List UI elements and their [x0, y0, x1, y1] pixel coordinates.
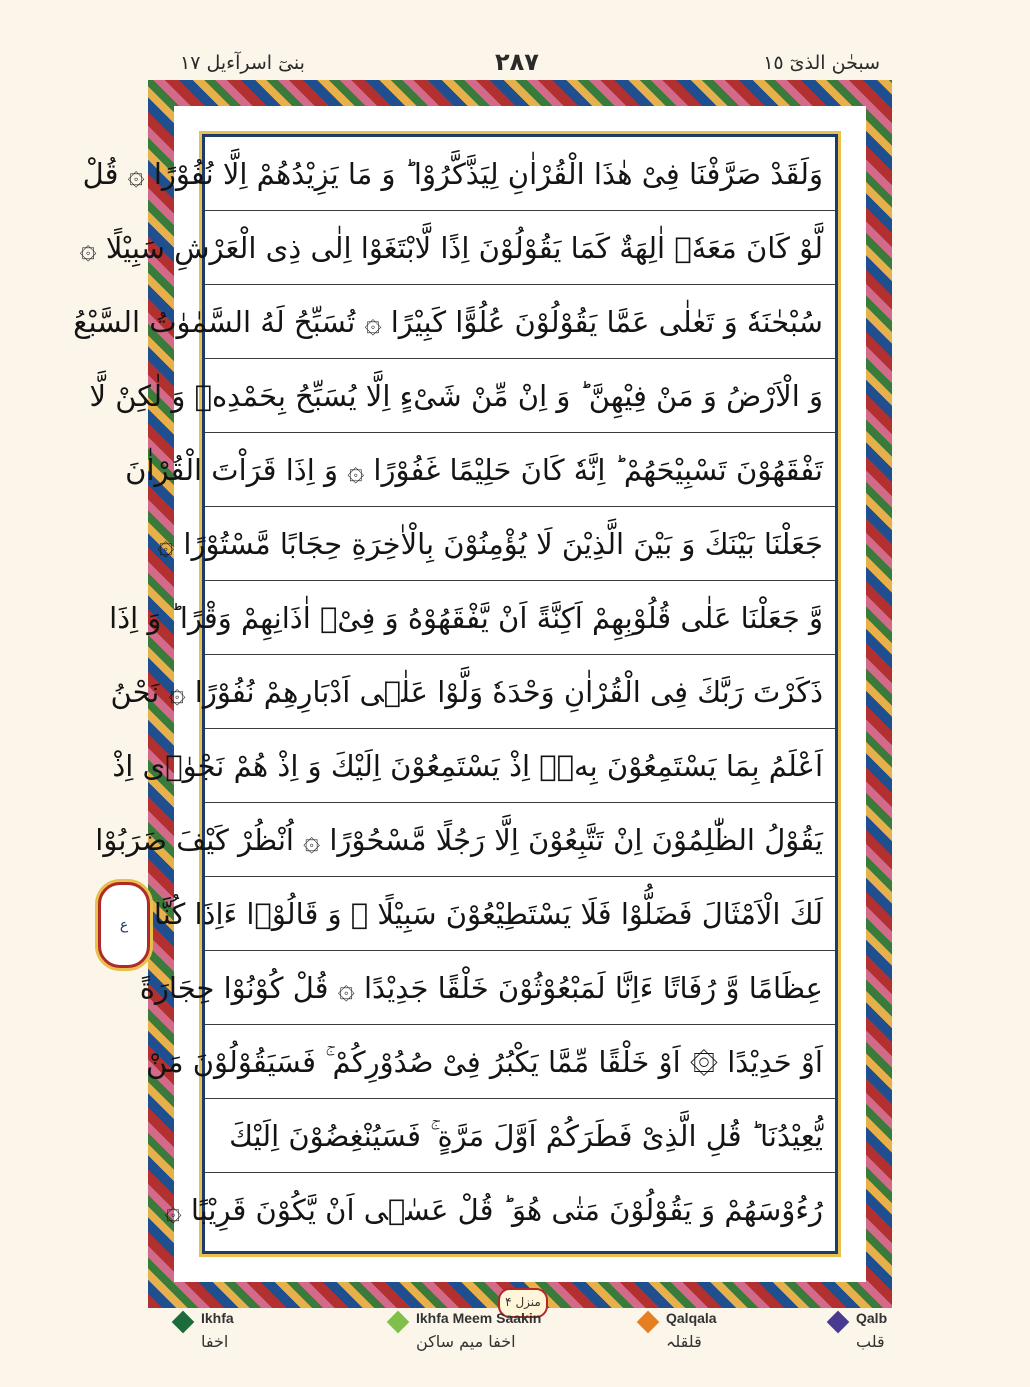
- page-number: ٢٨٧: [495, 48, 539, 76]
- verse-line: جَعَلْنَا بَیْنَكَ وَ بَیْنَ الَّذِیْنَ لَا یُؤْمِنُوْنَ بِالْاٰخِرَةِ حِجَابًا مَّسْتُوْرًا ۞: [205, 507, 835, 581]
- manzil-marker: منزل ۴: [498, 1288, 548, 1318]
- diamond-icon: [387, 1311, 410, 1334]
- legend-label-urdu: قلقلہ: [666, 1332, 702, 1351]
- diamond-icon: [172, 1311, 195, 1334]
- verse-line: اَوْ حَدِیْدًا ۞ اَوْ خَلْقًا مِّمَّا یَكْبُرُ فِیْ صُدُوْرِكُمْ ۚ فَسَیَقُوْلُوْنَ مَنْ: [205, 1025, 835, 1099]
- tajweed-legend: [0, 1310, 1030, 1380]
- verse-lines: [73, 137, 835, 1251]
- verse-line: لَكَ الْاَمْثَالَ فَضَلُّوْا فَلَا یَسْتَطِیْعُوْنَ سَبِیْلًا ۞ وَ قَالُوْۤا ءَاِذَا كُنَّا: [205, 877, 835, 951]
- legend-label-urdu: قلب: [856, 1332, 885, 1351]
- surah-name: بنیٓ اسرآءیل ١٧: [180, 52, 305, 74]
- legend-label: Qalb: [856, 1310, 888, 1326]
- juz-name: سبحٰن الذیٓ ١٥: [763, 52, 880, 74]
- legend-label: Qalqala: [666, 1310, 717, 1326]
- verse-line: عِظَامًا وَّ رُفَاتًا ءَاِنَّا لَمَبْعُوْثُوْنَ خَلْقًا جَدِیْدًا ۞ قُلْ كُوْنُوْا حِجَارَةً: [205, 951, 835, 1025]
- page-header: [150, 48, 880, 82]
- legend-label: Ikhfa: [201, 1310, 234, 1326]
- verse-line: وَ الْاَرْضُ وَ مَنْ فِیْهِنَّ ؕ وَ اِنْ مِّنْ شَیْءٍ اِلَّا یُسَبِّحُ بِحَمْدِهٖ وَ لٰكِنْ لَّا: [205, 359, 835, 433]
- verse-line: سُبْحٰنَهٗ وَ تَعٰلٰى عَمَّا یَقُوْلُوْنَ عُلُوًّا كَبِیْرًا ۞ تُسَبِّحُ لَهُ السَّمٰوٰتُ السَّبْعُ: [205, 285, 835, 359]
- verse-line: وَلَقَدْ صَرَّفْنَا فِیْ هٰذَا الْقُرْاٰنِ لِیَذَّكَّرُوْا ؕ وَ مَا یَزِیْدُهُمْ اِلَّا نُفُوْرًا ۞ قُلْ: [205, 137, 835, 211]
- ornamental-border: [73, 80, 892, 1308]
- verse-line: ذَكَرْتَ رَبَّكَ فِی الْقُرْاٰنِ وَحْدَهٗ وَلَّوْا عَلٰۤى اَدْبَارِهِمْ نُفُوْرًا ۞ نَحْنُ: [205, 655, 835, 729]
- diamond-icon: [827, 1311, 850, 1334]
- verse-line: وَّ جَعَلْنَا عَلٰى قُلُوْبِهِمْ اَكِنَّةً اَنْ یَّفْقَهُوْهُ وَ فِیْۤ اٰذَانِهِمْ وَقْرًا ؕ وَ اِذَا: [205, 581, 835, 655]
- verse-line: تَفْقَهُوْنَ تَسْبِیْحَهُمْ ؕ اِنَّهٗ كَانَ حَلِیْمًا غَفُوْرًا ۞ وَ اِذَا قَرَاْتَ الْقُرْاٰنَ: [205, 433, 835, 507]
- verse-line: لَّوْ كَانَ مَعَهٗۤ اٰلِهَةٌ كَمَا یَقُوْلُوْنَ اِذًا لَّابْتَغَوْا اِلٰى ذِی الْعَرْشِ سَبِیْلًا ۞: [205, 211, 835, 285]
- verse-line: رُءُوْسَهُمْ وَ یَقُوْلُوْنَ مَتٰى هُوَ ؕ قُلْ عَسٰۤى اَنْ یَّكُوْنَ قَرِیْبًا ۞: [164, 1193, 823, 1227]
- verse-line: اَعْلَمُ بِمَا یَسْتَمِعُوْنَ بِهٖۤ اِذْ یَسْتَمِعُوْنَ اِلَیْكَ وَ اِذْ هُمْ نَجْوٰۤى اِذْ: [205, 729, 835, 803]
- legend-label-urdu: اخفا: [201, 1332, 229, 1351]
- legend-label-urdu: اخفا میم ساکن: [416, 1332, 516, 1351]
- legend-label: Ikhfa Meem Saakin: [416, 1310, 542, 1326]
- verse-line: یُّعِیْدُنَا ؕ قُلِ الَّذِیْ فَطَرَكُمْ اَوَّلَ مَرَّةٍ ۚ فَسَیُنْغِضُوْنَ اِلَیْكَ: [205, 1099, 835, 1173]
- ruku-marker: ع: [98, 882, 150, 968]
- text-area: [73, 134, 838, 1254]
- verse-line: یَقُوْلُ الظّٰلِمُوْنَ اِنْ تَتَّبِعُوْنَ اِلَّا رَجُلًا مَّسْحُوْرًا ۞ اُنْظُرْ كَیْفَ ضَرَبُوْا: [205, 803, 835, 877]
- diamond-icon: [637, 1311, 660, 1334]
